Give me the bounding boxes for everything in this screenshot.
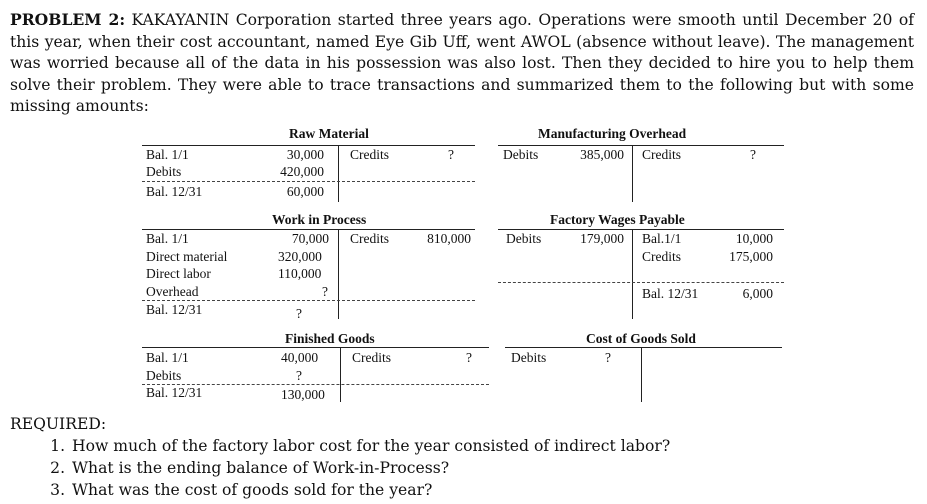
t-account-top-line (505, 347, 782, 348)
required-heading: REQUIRED: (10, 415, 107, 433)
t-account-divider (641, 347, 642, 402)
credits-value: ? (466, 350, 472, 365)
required-section (10, 413, 670, 501)
credits-label: Credits (642, 249, 681, 264)
bal-1-1-value: 10,000 (735, 231, 773, 246)
debits-value: ? (296, 368, 302, 383)
account-title: Factory Wages Payable (550, 212, 685, 227)
t-account-top-line (498, 229, 784, 230)
credits-value: 810,000 (427, 231, 471, 246)
problem-label: PROBLEM 2: (10, 10, 126, 29)
debits-label: Debits (503, 147, 539, 162)
credits-label: Credits (642, 147, 681, 162)
direct-labor-label: Direct labor (146, 266, 211, 281)
bal-12-31-label: Bal. 12/31 (642, 286, 699, 301)
credits-value: ? (448, 147, 454, 162)
direct-labor-value: 110,000 (278, 266, 322, 281)
credits-value: ? (750, 147, 756, 162)
debits-value: 420,000 (280, 164, 324, 179)
bal-1-1-value: 30,000 (286, 147, 324, 162)
account-title: Work in Process (272, 212, 367, 227)
bal-12-31-value: ? (296, 306, 302, 321)
t-account-top-line (498, 145, 784, 146)
credits-label: Credits (350, 147, 389, 162)
balance-line (498, 282, 784, 283)
overhead-value: ? (322, 284, 328, 299)
bal-1-1-label: Bal. 1/1 (146, 231, 189, 246)
bal-12-31-value: 60,000 (286, 184, 324, 199)
account-title: Manufacturing Overhead (538, 126, 687, 141)
t-account-divider (338, 229, 339, 319)
debits-label: Debits (511, 350, 547, 365)
debits-value: ? (605, 350, 611, 365)
bal-12-31-label: Bal. 12/31 (146, 302, 203, 317)
t-account-top-line (142, 145, 475, 146)
t-account-top-line (142, 229, 475, 230)
debits-value: 385,000 (580, 147, 624, 162)
debits-value: 179,000 (580, 231, 624, 246)
balance-line (142, 300, 475, 301)
bal-1-1-label: Bal. 1/1 (146, 147, 189, 162)
bal-1-1-label: Bal. 1/1 (146, 350, 189, 365)
bal-1-1-value: 40,000 (281, 350, 319, 365)
account-title: Cost of Goods Sold (586, 331, 696, 346)
bal-12-31-label: Bal. 12/31 (146, 184, 203, 199)
bal-12-31-label: Bal. 12/31 (146, 385, 203, 400)
required-item: 2. What is the ending balance of Work-in-Process? (70, 457, 670, 479)
problem-text: KAKAYANIN Corporation started three years ago. Operations were smooth until December 20 of this year, when their cost accountant, named Eye Gib Uff, went AWOL (absence without leave). The management was worried because all of the data in his possession was also lost. Then they decided to hire you to help them solve their problem. They were able to trace transactions and summarized them to the following but with some missing amounts: (10, 11, 914, 116)
bal-1-1-label: Bal.1/1 (642, 231, 682, 246)
required-item: 1. How much of the factory labor cost for the year consisted of indirect labor? (70, 435, 670, 457)
direct-material-label: Direct material (146, 249, 228, 264)
account-title: Raw Material (289, 126, 369, 141)
bal-1-1-value: 70,000 (291, 231, 329, 246)
balance-line (142, 181, 475, 182)
credits-label: Credits (350, 231, 389, 246)
bal-12-31-value: 130,000 (281, 387, 325, 402)
account-title: Finished Goods (285, 331, 375, 346)
t-account-divider (632, 229, 633, 319)
debits-label: Debits (506, 231, 542, 246)
bal-12-31-value: 6,000 (742, 286, 773, 301)
debits-label: Debits (146, 164, 182, 179)
t-account-divider (632, 145, 633, 202)
required-list (10, 435, 670, 501)
t-account-divider (338, 145, 339, 202)
overhead-label: Overhead (146, 284, 199, 299)
t-account-top-line (142, 347, 489, 348)
required-item: 3. What was the cost of goods sold for the year? (70, 479, 670, 501)
credits-label: Credits (352, 350, 391, 365)
t-account-divider (340, 347, 341, 402)
debits-label: Debits (146, 368, 182, 383)
problem-statement (10, 9, 914, 118)
direct-material-value: 320,000 (278, 249, 322, 264)
credits-value: 175,000 (729, 249, 773, 264)
